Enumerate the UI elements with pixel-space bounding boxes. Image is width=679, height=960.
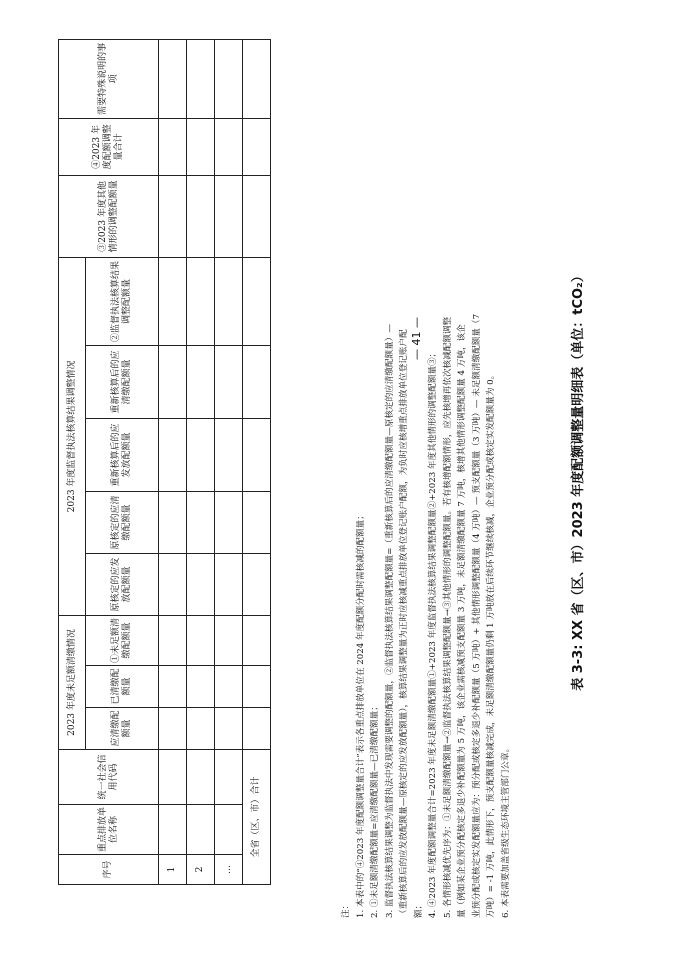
table-row — [215, 39, 243, 884]
header-unit-name: 重点排放单位名称 — [59, 805, 159, 855]
header-credit-code: 统一社会信用代码 — [59, 750, 159, 805]
notes — [339, 18, 513, 918]
note-line: 6. 本表需要加盖省级生态环境主管部门公章。 — [500, 743, 511, 918]
table-row — [159, 39, 187, 884]
note-line: 万吨）= -1 万吨，此情形下，预支配额量核减完成，未足额清缴配额量仍剩 1 万吨放在后续环节继续核减，企业预分配或核定实发配额量为 0。 — [486, 370, 496, 918]
note-line: 业预分配或核定实发配额量应为：预分配或核定多退少补配额量（5 万吨）+ 其他情形调整配额量（4 万吨）— 预支配额量（3 万吨）— 未足额清缴配额量（7 — [471, 313, 482, 918]
notes-heading: 注： — [341, 900, 351, 918]
row-seq: 1 — [159, 855, 187, 885]
header-group-unpaid: 2023 年度未足额清缴情况 — [59, 615, 86, 749]
table-row — [187, 39, 215, 884]
total-row — [243, 39, 271, 884]
allowance-adjustment-table — [58, 39, 271, 885]
header-new-issue: 重新核算后的应发放配额量 — [86, 418, 159, 491]
note-line: （重新核算后的应发放配额量—原核定的应发放配额量），核算结果调整量为正时应核减重点排放单位登记账户配额，为负时应核增重点排放单位登记账户配 — [399, 329, 409, 918]
note-line: 3. 监督执法核算结果调整为监督执法中发现需要调整的配额量，②监督执法核算结果调整配额量=（重新核算后的应清缴配额量—原核定的应清缴配额量）— — [384, 324, 395, 918]
total-row-label: 全省（区、市）合计 — [243, 750, 271, 885]
row-seq: 2 — [187, 855, 215, 885]
header-orig-issue: 原核定的应发放配额量 — [86, 553, 159, 615]
header-new-payable: 重新核算后的应清缴配额量 — [86, 345, 159, 418]
header-adjust: ②监督执法核算结果调整配额量 — [86, 257, 159, 345]
header-remarks: 需要特殊说明的事项 — [59, 39, 159, 118]
note-line: 4. ④2023 年度配额调整量合计=2023 年度未足额清缴配额量①+2023 年度监督执法核算结果调整配额量②+2023 年度其他情形的调整配额量③； — [428, 348, 438, 918]
note-line: 1. 本表中的“④2023 年度配额调整量合计”表示各重点排放单位在 2024 年度配额分配时需核减的配额量； — [355, 511, 366, 918]
table-title: 表 3-3: XX 省（区、市）2023 年度配额调整量明细表（单位：tCO₂） — [571, 269, 586, 691]
header-paid: 已清缴配额量 — [86, 666, 159, 708]
header-other: ③2023 年度其他情形的调整配额量 — [59, 175, 159, 257]
note-line: 额； — [413, 900, 424, 918]
page-number: — 41 — — [410, 317, 423, 360]
header-orig-payable: 原核定的应清缴配额量 — [86, 491, 159, 553]
header-group-adjust: 2023 年度监督执法核算结果调整情况 — [59, 257, 86, 615]
header-seq: 序号 — [59, 855, 159, 885]
row-seq: … — [215, 855, 243, 885]
note-line: 5. 各情形核减优先序为：①未足额清缴配额量→②监督执法核算结果调整配额量→③其他情形的调整配额量。若有核增配额情形，应先核增再依次核减配额调整 — [442, 316, 453, 918]
note-line: 2. ①未足额清缴配额量=应清缴配额量—已清缴配额量； — [370, 702, 380, 918]
header-total: ④2023 年度配额调整量合计 — [59, 118, 159, 175]
note-line: 量（例如某企业预分配核定多退少补配额量为 5 万吨，该企业需核减预支配额量 3 万吨，未足额清缴配额量 7 万吨，核增其他情形调整配额量 4 万吨，该企 — [457, 324, 467, 918]
header-payable: 应清缴配额量 — [86, 708, 159, 750]
header-unpaid: ①未足额清缴配额量 — [86, 615, 159, 665]
